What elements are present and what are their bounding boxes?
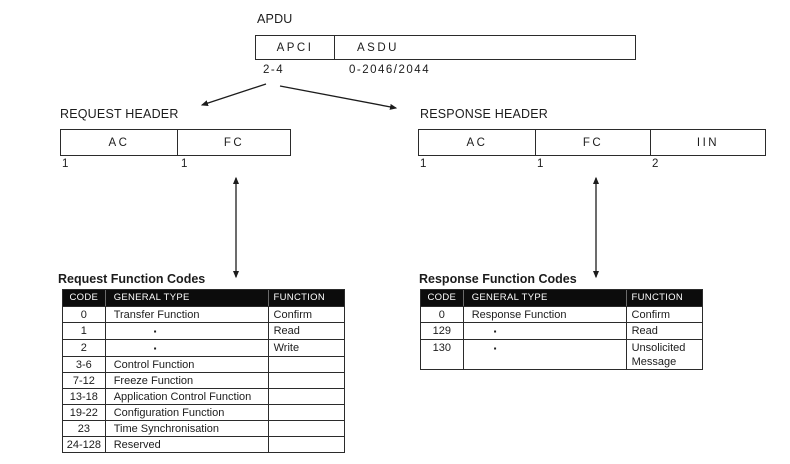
column-header-code: CODE xyxy=(69,292,99,303)
table-cell: 13-18 xyxy=(69,391,98,403)
request-header-title: REQUEST HEADER xyxy=(60,107,179,121)
table-row xyxy=(63,436,344,452)
table-row xyxy=(421,322,702,339)
column-header-general-type: GENERAL TYPE xyxy=(463,290,626,306)
request-header-cell-ac: AC xyxy=(61,130,178,155)
column-header-general-type: GENERAL TYPE xyxy=(105,290,268,306)
column-header-function: FUNCTION xyxy=(268,290,344,306)
table-cell: Configuration Function xyxy=(105,405,268,420)
table-cell: 0 xyxy=(80,309,87,321)
table-cell: Write xyxy=(268,340,344,356)
response-function-codes-table xyxy=(420,289,703,370)
table-row xyxy=(421,339,702,369)
table-cell xyxy=(268,421,344,436)
request-ac-size-label: 1 xyxy=(62,158,70,170)
table-cell: Response Function xyxy=(463,307,626,322)
response-header-cell-fc: FC xyxy=(536,130,651,155)
table-cell xyxy=(268,389,344,404)
apdu-title: APDU xyxy=(257,12,293,26)
table-cell: Confirm xyxy=(626,307,702,322)
ditto-mark: ▪ xyxy=(463,340,626,369)
table-cell: Confirm xyxy=(268,307,344,322)
request-table-title: Request Function Codes xyxy=(58,272,206,286)
table-row xyxy=(63,388,344,404)
table-row xyxy=(63,404,344,420)
ditto-mark: ▪ xyxy=(105,340,268,356)
apdu-box xyxy=(255,35,636,60)
request-header-box xyxy=(60,129,291,156)
apdu-cell-apci: APCI xyxy=(256,36,335,59)
table-cell: 23 xyxy=(77,423,90,435)
ditto-mark: ▪ xyxy=(463,323,626,339)
table-row xyxy=(421,306,702,322)
table-cell: 130 xyxy=(432,342,451,354)
column-header-code: CODE xyxy=(427,292,457,303)
table-cell xyxy=(268,405,344,420)
table-cell: Time Synchronisation xyxy=(105,421,268,436)
apci-size-label: 2-4 xyxy=(263,64,285,76)
response-header-cell-iin: IIN xyxy=(696,136,720,149)
table-row xyxy=(63,322,344,339)
table-cell: Reserved xyxy=(105,437,268,452)
column-header-function: FUNCTION xyxy=(626,290,702,306)
table-cell: Freeze Function xyxy=(105,373,268,388)
table-cell: 2 xyxy=(80,342,87,354)
table-cell: 3-6 xyxy=(75,359,92,371)
response-iin-size-label: 2 xyxy=(652,158,660,170)
branch-arrow-to-response-header xyxy=(280,86,396,108)
table-cell: Transfer Function xyxy=(105,307,268,322)
table-cell xyxy=(268,373,344,388)
request-header-cell-fc: FC xyxy=(223,136,245,149)
table-cell: Unsolicited Message xyxy=(626,340,702,369)
table-row xyxy=(63,420,344,436)
table-cell: 7-12 xyxy=(72,375,95,387)
table-row xyxy=(63,306,344,322)
table-cell: 0 xyxy=(438,309,445,321)
response-fc-size-label: 1 xyxy=(537,158,545,170)
apdu-cell-asdu: ASDU xyxy=(357,41,399,54)
table-cell: Read xyxy=(626,323,702,339)
response-header-box xyxy=(418,129,766,156)
response-table-title: Response Function Codes xyxy=(419,272,577,286)
table-cell: 24-128 xyxy=(66,439,101,451)
table-cell xyxy=(268,357,344,372)
response-header-title: RESPONSE HEADER xyxy=(420,107,549,121)
response-ac-size-label: 1 xyxy=(420,158,428,170)
table-cell: 19-22 xyxy=(69,407,98,419)
table-row xyxy=(63,339,344,356)
table-row xyxy=(63,372,344,388)
table-cell: 1 xyxy=(80,325,87,337)
table-row xyxy=(63,356,344,372)
table-cell xyxy=(268,437,344,452)
table-header-row xyxy=(63,290,344,306)
asdu-size-label: 0-2046/2044 xyxy=(349,64,431,76)
table-cell: Control Function xyxy=(105,357,268,372)
table-cell: Read xyxy=(268,323,344,339)
branch-arrow-to-request-header xyxy=(202,84,266,105)
table-cell: Application Control Function xyxy=(105,389,268,404)
request-function-codes-table xyxy=(62,289,345,453)
table-header-row xyxy=(421,290,702,306)
response-header-cell-ac: AC xyxy=(419,130,536,155)
request-fc-size-label: 1 xyxy=(181,158,189,170)
table-cell: 129 xyxy=(432,325,451,337)
ditto-mark: ▪ xyxy=(105,323,268,339)
